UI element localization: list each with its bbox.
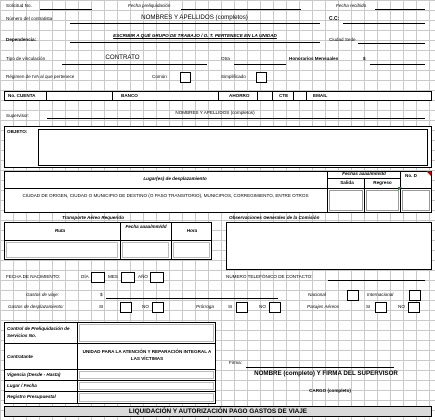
ano-label: AÑO [138, 274, 148, 279]
nacional-label: Nacional [308, 292, 326, 297]
cte-label: CTE [279, 93, 289, 98]
divider [46, 91, 47, 101]
divider [4, 369, 216, 370]
dia-field[interactable] [91, 272, 105, 283]
gastos-viaje-currency: $ [100, 292, 103, 297]
prorroga-si-checkbox[interactable] [236, 302, 248, 313]
divider [400, 171, 401, 213]
divider [4, 380, 216, 381]
prorroga-no-label: NO [259, 304, 266, 309]
objeto-textarea[interactable] [38, 129, 428, 166]
gastos-viaje-field-line[interactable] [106, 298, 278, 299]
registro-presupuestal-label: Registro Presupuestal [7, 394, 56, 399]
divider [4, 188, 432, 189]
prorroga-si-label: SI [228, 304, 233, 309]
telefono-field-line[interactable] [328, 280, 425, 281]
lugar-fecha-label: Lugar / Fecha [7, 383, 37, 388]
fecha-recibido-field-line[interactable] [375, 9, 425, 10]
fecha-recibido-label: Fecha recibido [336, 3, 367, 8]
divider [4, 343, 216, 344]
email-label: EMAIL [313, 93, 328, 98]
fecha-preliquidacion-label: Fecha preliquidación [128, 3, 171, 8]
fechas-title: Fechas aaaa/mm/dd [342, 171, 386, 176]
nacional-checkbox[interactable] [347, 290, 359, 301]
regreso-label: Regreso [373, 180, 392, 185]
objeto-label: OBJETO: [7, 129, 28, 134]
firma-label: Firma: [229, 360, 243, 365]
comun-checkbox[interactable] [180, 72, 191, 83]
pasajes-no-checkbox[interactable] [408, 302, 420, 313]
salida-label: Salida [340, 180, 354, 185]
transporte-title: Transporte Aéreo Requerido [62, 215, 125, 220]
telefono-label: NUMERO TELEFÓNICO DE CONTACTO: [226, 274, 313, 279]
no-cuenta-label: No. CUENTA [8, 93, 36, 98]
lugar-fecha-field[interactable] [79, 382, 214, 390]
divider [218, 91, 219, 101]
pasajes-si-label: SI [366, 304, 371, 309]
divider [306, 91, 307, 101]
divider [272, 91, 273, 101]
cc-field-line[interactable] [343, 23, 425, 24]
vigencia-label: Vigencia (Desde - Hasta) [7, 372, 61, 377]
otra-field-line[interactable] [234, 64, 286, 65]
nombre-field-line [70, 23, 320, 24]
vigencia-field[interactable] [79, 371, 214, 379]
hora-label: Hora [186, 228, 198, 233]
cargo-label: CARGO (completo) [309, 388, 351, 393]
prorroga-label: Prórroga [196, 304, 214, 309]
nombre-value[interactable]: NOMBRES Y APELLIDOS (completos) [141, 14, 248, 21]
observaciones-title: Observaciones Generales de la Comisión [229, 215, 320, 220]
firma-signature-line[interactable] [246, 367, 394, 368]
dependencia-label: Dependencia: [6, 37, 37, 42]
ahorro-label: AHORRO [229, 93, 250, 98]
divider [257, 91, 258, 101]
desplazamiento-si-checkbox[interactable] [120, 302, 132, 313]
gastos-viaje-label: Gastos de viaje: [26, 292, 59, 297]
regreso-field[interactable] [366, 190, 399, 211]
fecha-preliquidacion-field-line[interactable] [181, 9, 301, 10]
firma-nombre-label: NOMBRE (completo) Y FIRMA DEL SUPERVISOR [254, 370, 398, 377]
contratante-label: Contratante [7, 354, 33, 359]
cc-label: C.C: [329, 16, 340, 22]
gastos-desplazamiento-label: Gastos de desplazamiento: [8, 304, 64, 309]
desplazamiento-ciudad-text[interactable]: CIUDAD DE ORIGEN, CIUDAD O MUNICIPIO DE DESTINO (O PASO TRANSITORIO), MUNICIPIOS, CORREGIMIENTO, ENTRE OTROS [22, 193, 309, 198]
no-dias-label: No. D [405, 173, 417, 178]
fecha-nacimiento-label: FECHA DE NACIMIENTO: [6, 274, 61, 279]
nombre-contratista-label: Número del contratista [6, 16, 53, 21]
pasajes-si-checkbox[interactable] [375, 302, 387, 313]
mes-label: MES [108, 274, 118, 279]
comun-label: Común [152, 74, 167, 79]
tipo-vinculacion-value[interactable]: CONTRATO [105, 54, 140, 61]
footer-title: LIQUIDACIÓN Y AUTORIZACIÓN PAGO GASTOS DE VIAJE [128, 408, 308, 415]
solicitud-label: Solicitud No. [6, 3, 32, 8]
tipo-field-line [62, 64, 207, 65]
prorroga-no-checkbox[interactable] [269, 302, 281, 313]
internacional-label: Internacional [367, 292, 394, 297]
fecha-label: Fecha aaaa/mm/dd [125, 224, 167, 229]
regimen-label: Régimen de IVA al que pertenece [6, 74, 75, 79]
pasajes-aereos-label: Pasajes Aéreos [307, 304, 340, 309]
desplazamiento-si-label: SI [99, 304, 104, 309]
control-preliquidacion-field[interactable] [79, 324, 214, 342]
tipo-vinculacion-label: Tipo de vinculación [6, 56, 46, 61]
ciudad-sede-field-line[interactable] [358, 43, 425, 44]
dependencia-value[interactable]: ESCRIBIR A QUÉ GRUPO DE TRABAJO / O. T. PERTENECE EN LA UNIDAD [113, 33, 277, 38]
divider [4, 391, 216, 392]
no-dias-field[interactable] [402, 190, 430, 211]
fecha-field[interactable] [122, 242, 169, 258]
otra-label: Otra [221, 56, 230, 61]
control-preliquidacion-label: Control de Preliquidación de Servicios No. [7, 326, 70, 338]
honorarios-currency: $ [363, 56, 366, 61]
supervisor-field-line [47, 118, 425, 119]
dependencia-field-line [70, 42, 320, 43]
registro-presupuestal-field[interactable] [79, 393, 214, 402]
ruta-field[interactable] [6, 242, 118, 258]
solicitud-field-line[interactable] [40, 9, 92, 10]
ruta-label: Ruta [54, 228, 66, 233]
salida-field[interactable] [329, 190, 363, 211]
banco-label: BANCO [121, 93, 138, 98]
hora-field[interactable] [173, 242, 210, 258]
desplazamiento-title: Lugar(es) de desplazamiento [143, 176, 207, 181]
divider [4, 240, 212, 241]
divider [327, 178, 400, 179]
contratante-value: UNIDAD PARA LA ATENCIÓN Y REPARACIÓN INTEGRAL A LAS VÍCTIMAS [82, 349, 212, 361]
internacional-checkbox[interactable] [409, 290, 421, 301]
dia-label: DÍA [81, 274, 89, 279]
ano-field[interactable] [150, 272, 164, 283]
pasajes-no-label: NO [398, 304, 405, 309]
observaciones-textarea[interactable] [226, 222, 432, 270]
comment-marker-icon [426, 171, 431, 176]
desplazamiento-no-checkbox[interactable] [152, 302, 164, 313]
simplificado-label: Simplificado [221, 74, 246, 79]
supervisor-value[interactable]: NOMBRES Y APELLIDOS (completos) [175, 110, 255, 115]
divider [112, 91, 113, 101]
simplificado-checkbox[interactable] [256, 72, 267, 83]
ciudad-sede-label: Ciudad Sede [329, 37, 356, 42]
divider [293, 91, 294, 101]
mes-field[interactable] [121, 272, 135, 283]
honorarios-label: Honorarios Mensuales [289, 56, 339, 61]
desplazamiento-no-label: NO [142, 304, 149, 309]
supervisor-label: Supervisor: [6, 113, 30, 118]
honorarios-field-line[interactable] [370, 64, 425, 65]
